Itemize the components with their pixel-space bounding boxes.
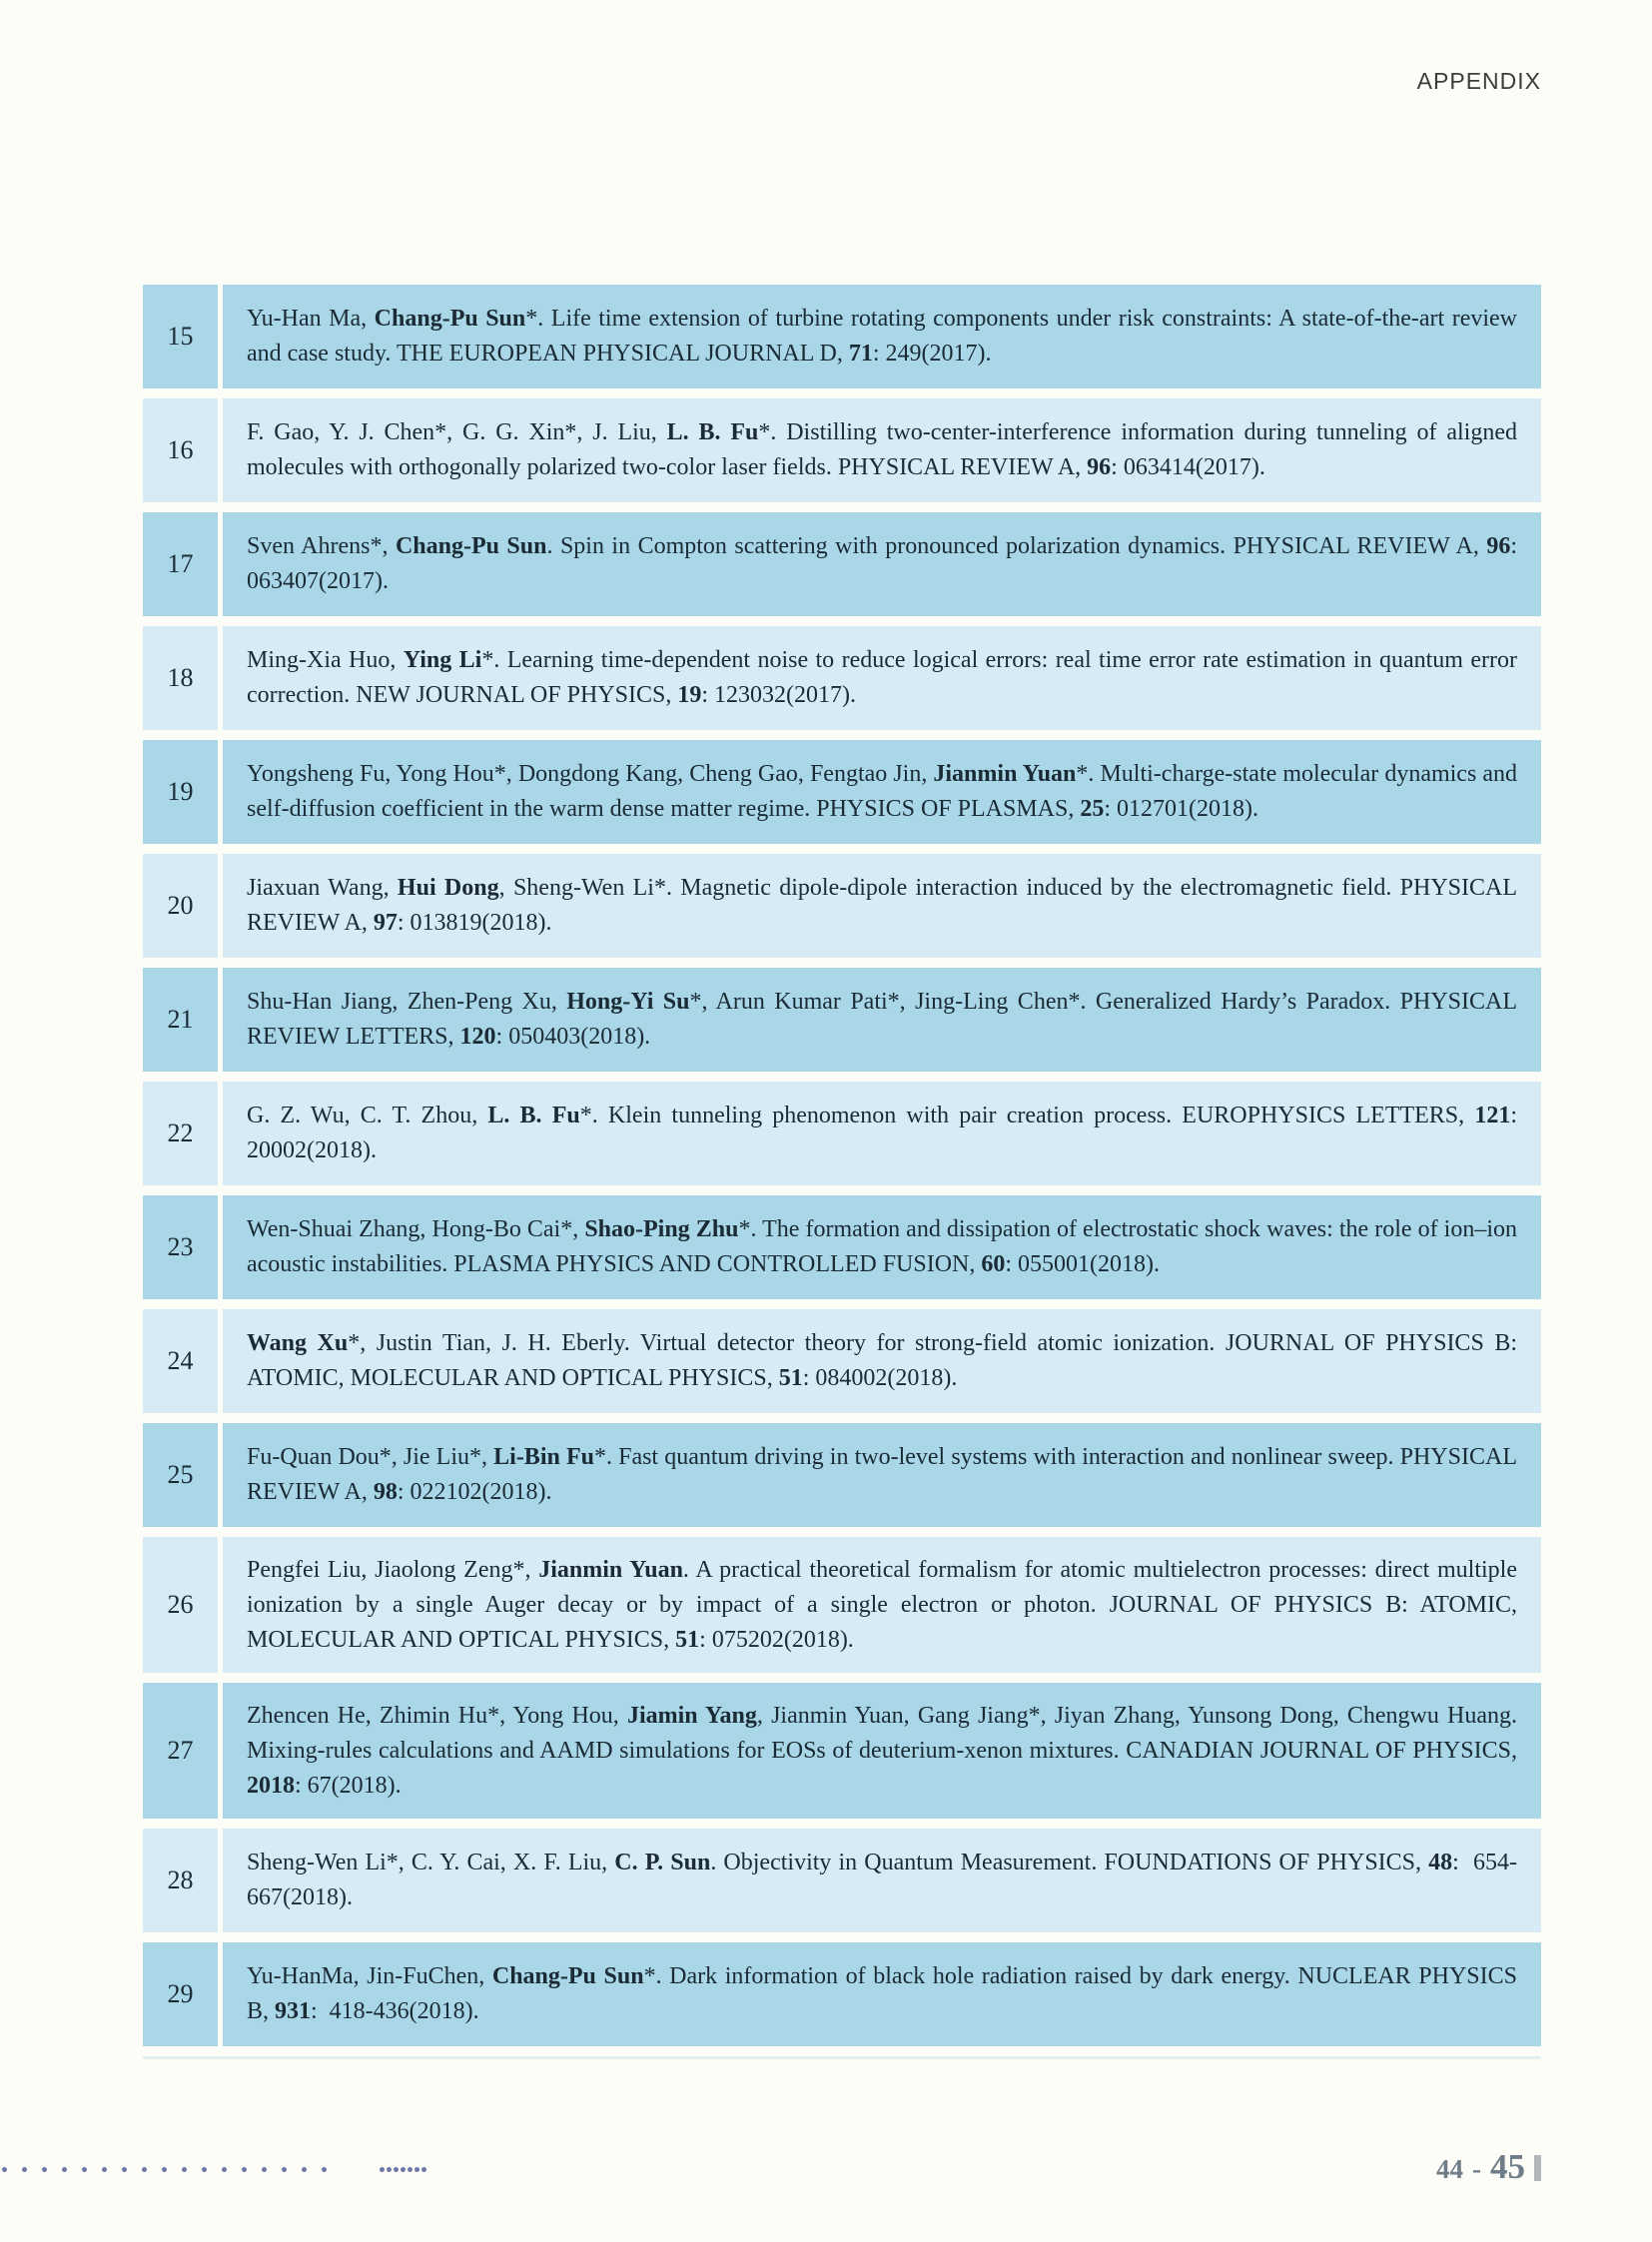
citation-text: F. Gao, Y. J. Chen*, G. G. Xin*, J. Liu, L. B. Fu*. Distilling two-center-interference information during tunneling of aligned molecules with orthogonally polarized two-color laser fields. PHYSICAL REVIEW A, 96: 063414(2017). — [247, 419, 1517, 480]
row-citation-cell — [223, 854, 1541, 958]
table-row — [143, 1683, 1541, 1819]
table-row — [143, 285, 1541, 388]
citation-text: Yongsheng Fu, Yong Hou*, Dongdong Kang, Cheng Gao, Fengtao Jin, Jianmin Yuan*. Multi-charge-state molecular dynamics and self-diffusion coefficient in the warm dense matter regime. PHYSICS OF PLASMAS, 25: 012701(2018). — [247, 761, 1517, 822]
dot-icon — [414, 2167, 419, 2172]
footer-dots-separator — [2, 2167, 426, 2172]
publication-table — [143, 285, 1541, 2056]
row-number-cell: 29 — [143, 1942, 218, 2046]
row-citation-cell — [223, 1942, 1541, 2046]
table-row — [143, 1082, 1541, 1185]
page-number-separator: - — [1472, 2154, 1481, 2184]
row-number-cell: 17 — [143, 512, 218, 616]
row-number-cell: 27 — [143, 1683, 218, 1819]
row-citation-cell — [223, 1537, 1541, 1673]
dot-icon — [242, 2167, 247, 2172]
citation-text: Jiaxuan Wang, Hui Dong, Sheng-Wen Li*. Magnetic dipole-dipole interaction induced by the electromagnetic field. PHYSICAL REVIEW A, 97: 013819(2018). — [247, 875, 1518, 936]
citation-text: Zhencen He, Zhimin Hu*, Yong Hou, Jiamin Yang, Jianmin Yuan, Gang Jiang*, Jiyan Zhang, Yunsong Dong, Chengwu Huang. Mixing-rules calculations and AAMD simulations for EOSs of deuterium-xenon mixtures. CANADIAN JOURNAL OF PHYSICS, 2018: 67(2018). — [247, 1702, 1517, 1799]
dot-icon — [62, 2167, 67, 2172]
row-number-cell: 24 — [143, 1309, 218, 1413]
dot-icon — [222, 2167, 227, 2172]
dot-icon — [322, 2167, 327, 2172]
citation-text: Pengfei Liu, Jiaolong Zeng*, Jianmin Yuan. A practical theoretical formalism for atomic multielectron processes: direct multiple ionization by a single Auger decay or by impact of a single electron or photon. JOURNAL OF PHYSICS B: ATOMIC, MOLECULAR AND OPTICAL PHYSICS, 51: 075202(2018). — [247, 1556, 1517, 1653]
row-citation-cell — [223, 1195, 1541, 1299]
row-citation-cell — [223, 398, 1541, 502]
dots-row-icon — [2, 2167, 327, 2172]
table-row — [143, 1309, 1541, 1413]
page-number-bar-icon — [1534, 2155, 1541, 2181]
dot-icon — [42, 2167, 47, 2172]
row-citation-cell — [223, 968, 1541, 1072]
row-citation-cell — [223, 1829, 1541, 1932]
table-row — [143, 1423, 1541, 1527]
row-citation-cell — [223, 285, 1541, 388]
row-number-cell: 25 — [143, 1423, 218, 1527]
table-row — [143, 512, 1541, 616]
dot-icon — [302, 2167, 307, 2172]
citation-text: G. Z. Wu, C. T. Zhou, L. B. Fu*. Klein tunneling phenomenon with pair creation process. EUROPHYSICS LETTERS, 121: 20002(2018). — [247, 1103, 1517, 1163]
row-number-cell: 26 — [143, 1537, 218, 1673]
dot-icon — [202, 2167, 207, 2172]
table-bottom-edge — [143, 2056, 1541, 2059]
table-row — [143, 1537, 1541, 1673]
citation-text: Ming-Xia Huo, Ying Li*. Learning time-dependent noise to reduce logical errors: real time error rate estimation in quantum error correction. NEW JOURNAL OF PHYSICS, 19: 123032(2017). — [247, 647, 1518, 708]
row-number-cell: 18 — [143, 626, 218, 730]
citation-text: Wang Xu*, Justin Tian, J. H. Eberly. Virtual detector theory for strong-field atomic ionization. JOURNAL OF PHYSICS B: ATOMIC, MOLECULAR AND OPTICAL PHYSICS, 51: 084002(2018). — [247, 1330, 1517, 1391]
page-number-right: 45 — [1490, 2147, 1525, 2186]
citation-text: Wen-Shuai Zhang, Hong-Bo Cai*, Shao-Ping Zhu*. The formation and dissipation of electrostatic shock waves: the role of ion–ion acoustic instabilities. PLASMA PHYSICS AND CONTROLLED FUSION, 60: 055001(2018). — [247, 1216, 1518, 1277]
row-number-cell: 20 — [143, 854, 218, 958]
dot-icon — [282, 2167, 287, 2172]
row-number-cell: 15 — [143, 285, 218, 388]
page-number — [1436, 2147, 1541, 2187]
citation-text: Sven Ahrens*, Chang-Pu Sun. Spin in Compton scattering with pronounced polarization dynamics. PHYSICAL REVIEW A, 96: 063407(2017). — [247, 533, 1517, 594]
dots-cluster-icon — [380, 2167, 426, 2172]
dot-icon — [182, 2167, 187, 2172]
citation-text: Yu-Han Ma, Chang-Pu Sun*. Life time extension of turbine rotating components under risk constraints: A state-of-the-art review and case study. THE EUROPEAN PHYSICAL JOURNAL D, 71: 249(2017). — [247, 306, 1517, 367]
table-row — [143, 626, 1541, 730]
row-number-cell: 19 — [143, 740, 218, 844]
table-row — [143, 740, 1541, 844]
row-number-cell: 21 — [143, 968, 218, 1072]
table-row — [143, 968, 1541, 1072]
row-citation-cell — [223, 740, 1541, 844]
citation-text: Sheng-Wen Li*, C. Y. Cai, X. F. Liu, C. P. Sun. Objectivity in Quantum Measurement. FOUNDATIONS OF PHYSICS, 48: 654-667(2018). — [247, 1850, 1517, 1910]
table-row — [143, 854, 1541, 958]
table-row — [143, 1942, 1541, 2046]
row-number-cell: 16 — [143, 398, 218, 502]
dot-icon — [262, 2167, 267, 2172]
dot-icon — [421, 2167, 426, 2172]
row-citation-cell — [223, 1309, 1541, 1413]
dot-icon — [387, 2167, 392, 2172]
table-row — [143, 1195, 1541, 1299]
dot-icon — [22, 2167, 27, 2172]
page-number-left: 44 — [1436, 2154, 1463, 2184]
dot-icon — [82, 2167, 87, 2172]
dot-icon — [394, 2167, 399, 2172]
citation-text: Fu-Quan Dou*, Jie Liu*, Li-Bin Fu*. Fast quantum driving in two-level systems with interaction and nonlinear sweep. PHYSICAL REVIEW A, 98: 022102(2018). — [247, 1444, 1517, 1505]
table-row — [143, 1829, 1541, 1932]
dot-icon — [408, 2167, 413, 2172]
row-citation-cell — [223, 1082, 1541, 1185]
row-citation-cell — [223, 1683, 1541, 1819]
row-citation-cell — [223, 626, 1541, 730]
dot-icon — [2, 2167, 7, 2172]
row-number-cell: 23 — [143, 1195, 218, 1299]
row-citation-cell — [223, 512, 1541, 616]
citation-text: Yu-HanMa, Jin-FuChen, Chang-Pu Sun*. Dark information of black hole radiation raised by dark energy. NUCLEAR PHYSICS B, 931: 418-436(2018). — [247, 1963, 1518, 2024]
dot-icon — [401, 2167, 406, 2172]
dot-icon — [122, 2167, 127, 2172]
dot-icon — [380, 2167, 385, 2172]
citation-text: Shu-Han Jiang, Zhen-Peng Xu, Hong-Yi Su*, Arun Kumar Pati*, Jing-Ling Chen*. Generalized Hardy’s Paradox. PHYSICAL REVIEW LETTERS, 120: 050403(2018). — [247, 989, 1517, 1050]
dot-icon — [142, 2167, 147, 2172]
dot-icon — [162, 2167, 167, 2172]
dot-icon — [102, 2167, 107, 2172]
appendix-header: APPENDIX — [1416, 68, 1541, 94]
row-number-cell: 22 — [143, 1082, 218, 1185]
row-number-cell: 28 — [143, 1829, 218, 1932]
table-row — [143, 398, 1541, 502]
row-citation-cell — [223, 1423, 1541, 1527]
